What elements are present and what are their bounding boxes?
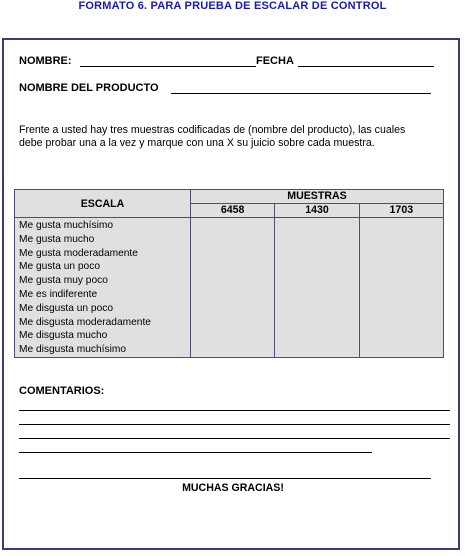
form-frame — [2, 38, 460, 550]
scale-item: Me gusta un poco — [19, 261, 100, 273]
samples-header: MUESTRAS — [191, 190, 444, 204]
comments-label: COMENTARIOS: — [19, 385, 105, 397]
signature-line[interactable] — [19, 478, 431, 479]
scale-item: Me gusta mucho — [19, 233, 95, 245]
scale-table — [14, 189, 444, 358]
scale-header: ESCALA — [15, 190, 191, 218]
page-title: FORMATO 6. PARA PRUEBA DE ESCALAR DE CONTROL — [78, 0, 387, 12]
scale-item: Me disgusta moderadamente — [19, 316, 151, 328]
scale-item: Me gusta muchísimo — [19, 220, 113, 231]
scale-item: Me gusta moderadamente — [19, 247, 138, 259]
scale-items-cell — [15, 218, 191, 358]
comments-line-1[interactable] — [19, 410, 450, 411]
instructions-line-2: debe probar una a la vez y marque con una X su juicio sobre cada muestra. — [19, 137, 375, 149]
thanks-text: MUCHAS GRACIAS! — [182, 482, 284, 494]
scale-item: Me es indiferente — [19, 288, 98, 300]
scale-item: Me gusta muy poco — [19, 275, 108, 287]
instructions-line-1: Frente a usted hay tres muestras codificadas de (nombre del producto), las cuales — [19, 124, 406, 136]
product-name-label: NOMBRE DEL PRODUCTO — [19, 82, 159, 94]
comments-line-4[interactable] — [19, 452, 372, 453]
scale-item: Me disgusta un poco — [19, 302, 114, 314]
date-field[interactable] — [298, 66, 434, 67]
comments-line-2[interactable] — [19, 424, 450, 425]
scale-item: Me disgusta mucho — [19, 330, 108, 342]
name-field[interactable] — [80, 66, 256, 67]
sample-code-2: 1430 — [275, 204, 359, 218]
product-name-field[interactable] — [171, 93, 431, 94]
name-label: NOMBRE: — [19, 55, 72, 67]
sample-3-answer-cell[interactable] — [359, 218, 443, 358]
date-label: FECHA — [256, 55, 294, 67]
comments-line-3[interactable] — [19, 438, 450, 439]
sample-1-answer-cell[interactable] — [191, 218, 275, 358]
scale-item: Me disgusta muchísimo — [19, 344, 127, 356]
sample-code-1: 6458 — [191, 204, 275, 218]
sample-code-3: 1703 — [359, 204, 443, 218]
sample-2-answer-cell[interactable] — [275, 218, 359, 358]
